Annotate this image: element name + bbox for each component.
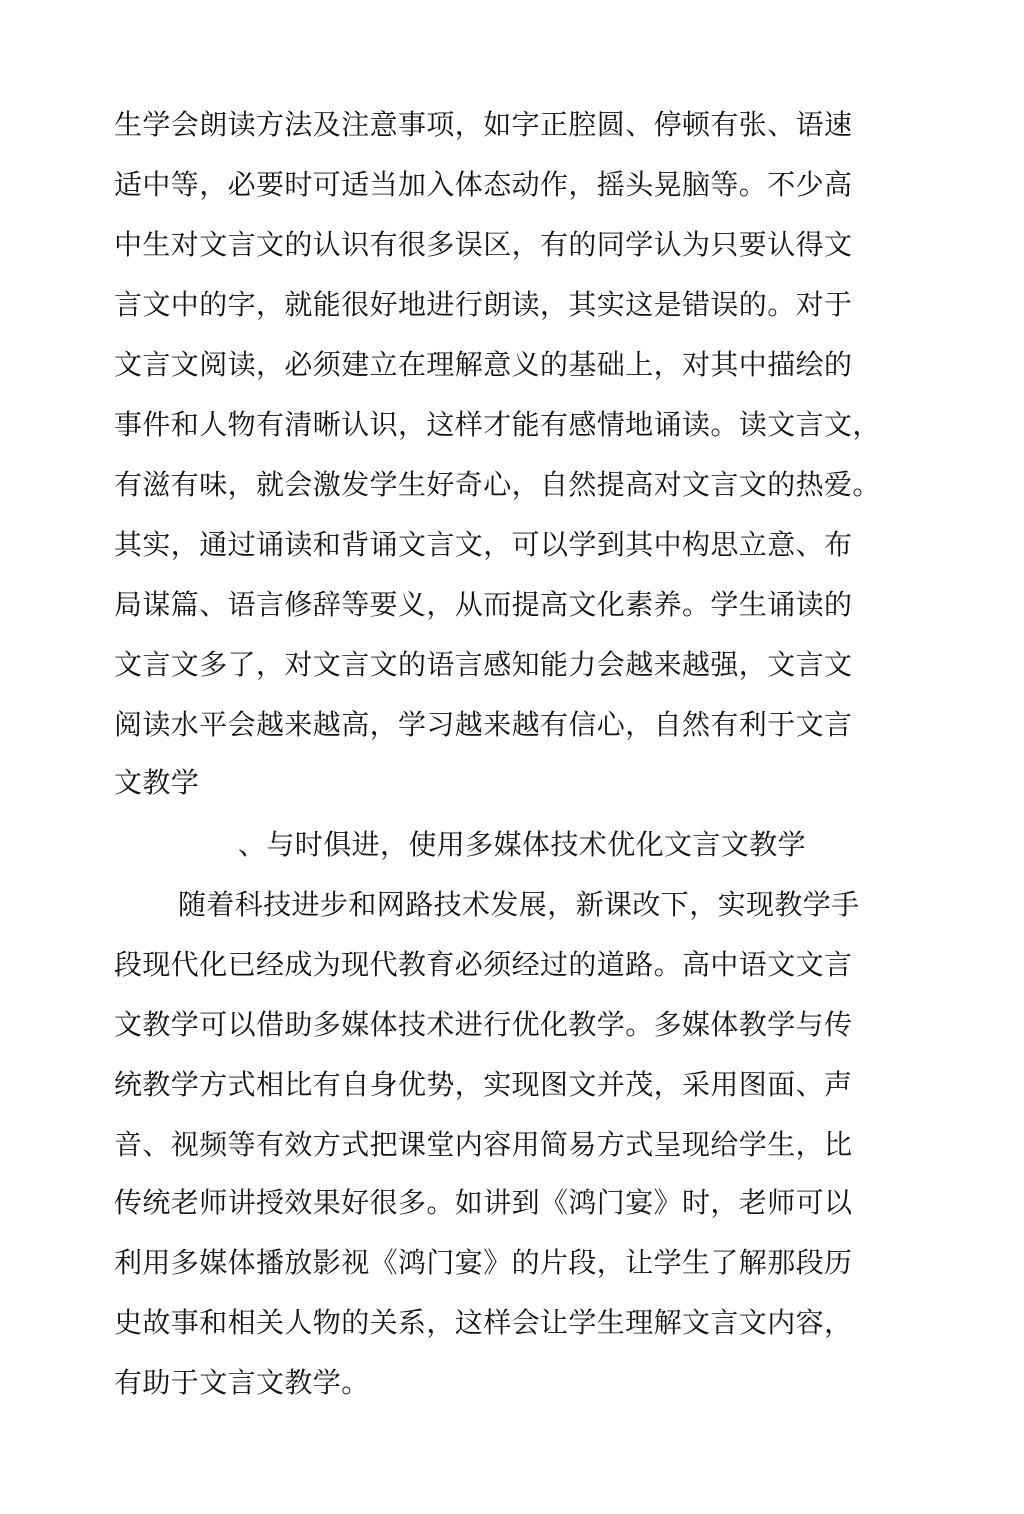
paragraph-1-line-11: 阅读水平会越来越高，学习越来越有信心，自然有利于文言 [114, 708, 853, 741]
paragraph-2-line-9: 有助于文言文教学。 [114, 1366, 370, 1399]
paragraph-1-line-8: 其实，通过诵读和背诵文言文，可以学到其中构思立意、布 [114, 528, 853, 561]
paragraph-1-line-9: 局谋篇、语言修辞等要义，从而提高文化素养。学生诵读的 [114, 588, 853, 621]
paragraph-2-line-2: 段现代化已经成为现代教育必须经过的道路。高中语文文言 [114, 948, 853, 981]
paragraph-1-line-7: 有滋有味，就会激发学生好奇心，自然提高对文言文的热爱。 [114, 468, 881, 501]
paragraph-1-line-5: 文言文阅读，必须建立在理解意义的基础上，对其中描绘的 [114, 348, 853, 381]
paragraph-2-line-3: 文教学可以借助多媒体技术进行优化教学。多媒体教学与传 [114, 1008, 853, 1041]
paragraph-2-line-4: 统教学方式相比有自身优势，实现图文并茂，采用图面、声 [114, 1068, 853, 1101]
paragraph-2-line-5: 音、视频等有效方式把课堂内容用简易方式呈现给学生，比 [114, 1128, 853, 1161]
paragraph-1-line-1: 生学会朗读方法及注意事项，如字正腔圆、停顿有张、语速 [114, 108, 853, 141]
paragraph-1-line-3: 中生对文言文的认识有很多误区，有的同学认为只要认得文 [114, 228, 853, 261]
paragraph-2-line-1: 随着科技进步和网路技术发展，新课改下，实现教学手 [178, 888, 860, 921]
paragraph-2-line-7: 利用多媒体播放影视《鸿门宴》的片段，让学生了解那段历 [114, 1246, 853, 1279]
paragraph-1-line-4: 言文中的字，就能很好地进行朗读，其实这是错误的。对于 [114, 288, 853, 321]
paragraph-2-line-6: 传统老师讲授效果好很多。如讲到《鸿门宴》时，老师可以 [114, 1186, 853, 1219]
section-heading: 、与时俱进，使用多媒体技术优化文言文教学 [238, 828, 807, 861]
paragraph-1-line-10: 文言文多了，对文言文的语言感知能力会越来越强，文言文 [114, 648, 853, 681]
paragraph-1-line-12: 文教学 [114, 766, 200, 799]
paragraph-1-line-6: 事件和人物有清晰认识，这样才能有感情地诵读。读文言文， [114, 408, 881, 441]
paragraph-1-line-2: 适中等，必要时可适当加入体态动作，摇头晃脑等。不少高 [114, 168, 853, 201]
paragraph-2-line-8: 史故事和相关人物的关系，这样会让学生理解文言文内容， [114, 1306, 853, 1339]
